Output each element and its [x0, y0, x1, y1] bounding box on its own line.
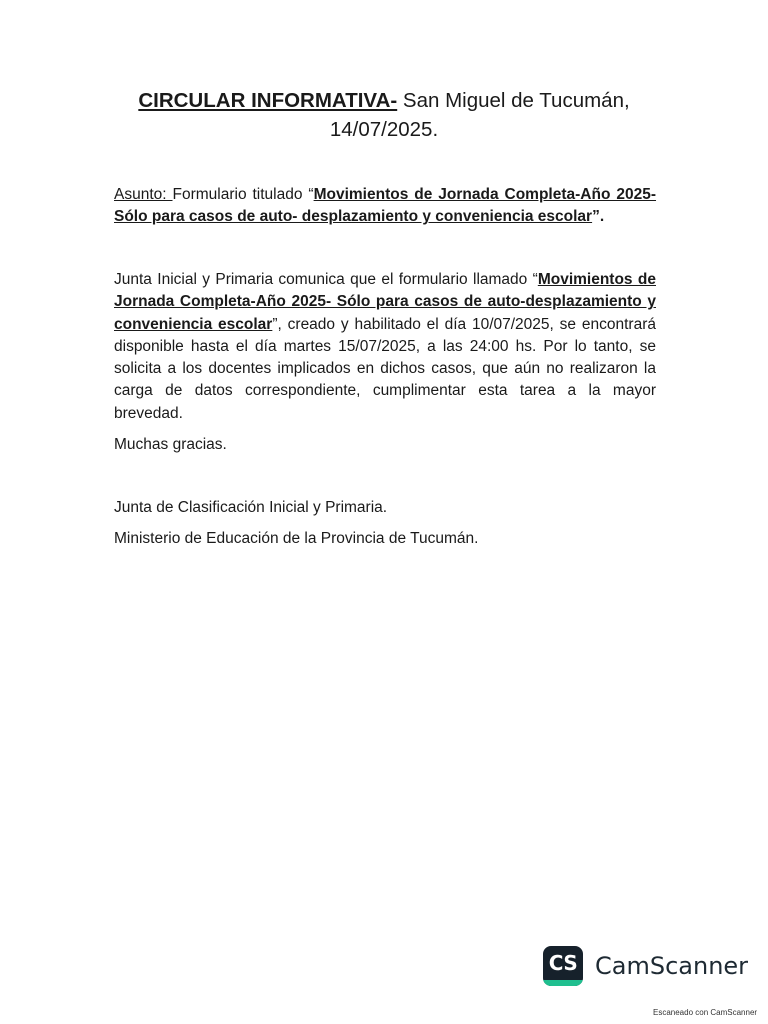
body-text-before: Junta Inicial y Primaria comunica que el formulario llamado “ — [114, 271, 538, 288]
camscanner-wordmark: CamScanner — [595, 952, 749, 980]
document-title — [100, 86, 668, 144]
body-text-after: ”, creado y habilitado el día 10/07/2025, se encontrará disponible hasta el día martes 15/07/2025, a las 24:00 hs. Por lo tanto, se solicita a los docentes implicados en dichos casos, que aún no realizaron la carga de datos correspondiente, cumplimentar esta tarea a la mayor brevedad. — [114, 315, 656, 422]
subject-paragraph — [114, 184, 656, 228]
subject-label: Asunto: — [114, 186, 173, 203]
scanned-with-note: Escaneado con CamScanner — [653, 1008, 758, 1017]
camscanner-logo-icon — [543, 946, 583, 986]
place-and-date: San Miguel de Tucumán, 14/07/2025. — [329, 89, 630, 141]
camscanner-logo-stripe — [543, 980, 583, 986]
circular-label: CIRCULAR INFORMATIVA- — [138, 89, 398, 112]
subject-form-title: Movimientos de Jornada Completa-Año 2025- Sólo para casos de auto- desplazamiento y conveniencia escolar — [114, 186, 657, 225]
subject-text-before: Formulario titulado “ — [172, 186, 314, 203]
subject-text-after: ”. — [592, 208, 605, 225]
body-paragraph — [114, 269, 656, 425]
body-form-title: Movimientos de Jornada Completa-Año 2025- Sólo para casos de auto-desplazamiento y conveniencia escolar — [114, 271, 656, 333]
signature-board: Junta de Clasificación Inicial y Primaria. — [114, 499, 388, 516]
camscanner-logo-text: CS — [548, 951, 578, 975]
closing-line: Muchas gracias. — [114, 436, 227, 453]
signature-ministry: Ministerio de Educación de la Provincia de Tucumán. — [114, 530, 479, 547]
